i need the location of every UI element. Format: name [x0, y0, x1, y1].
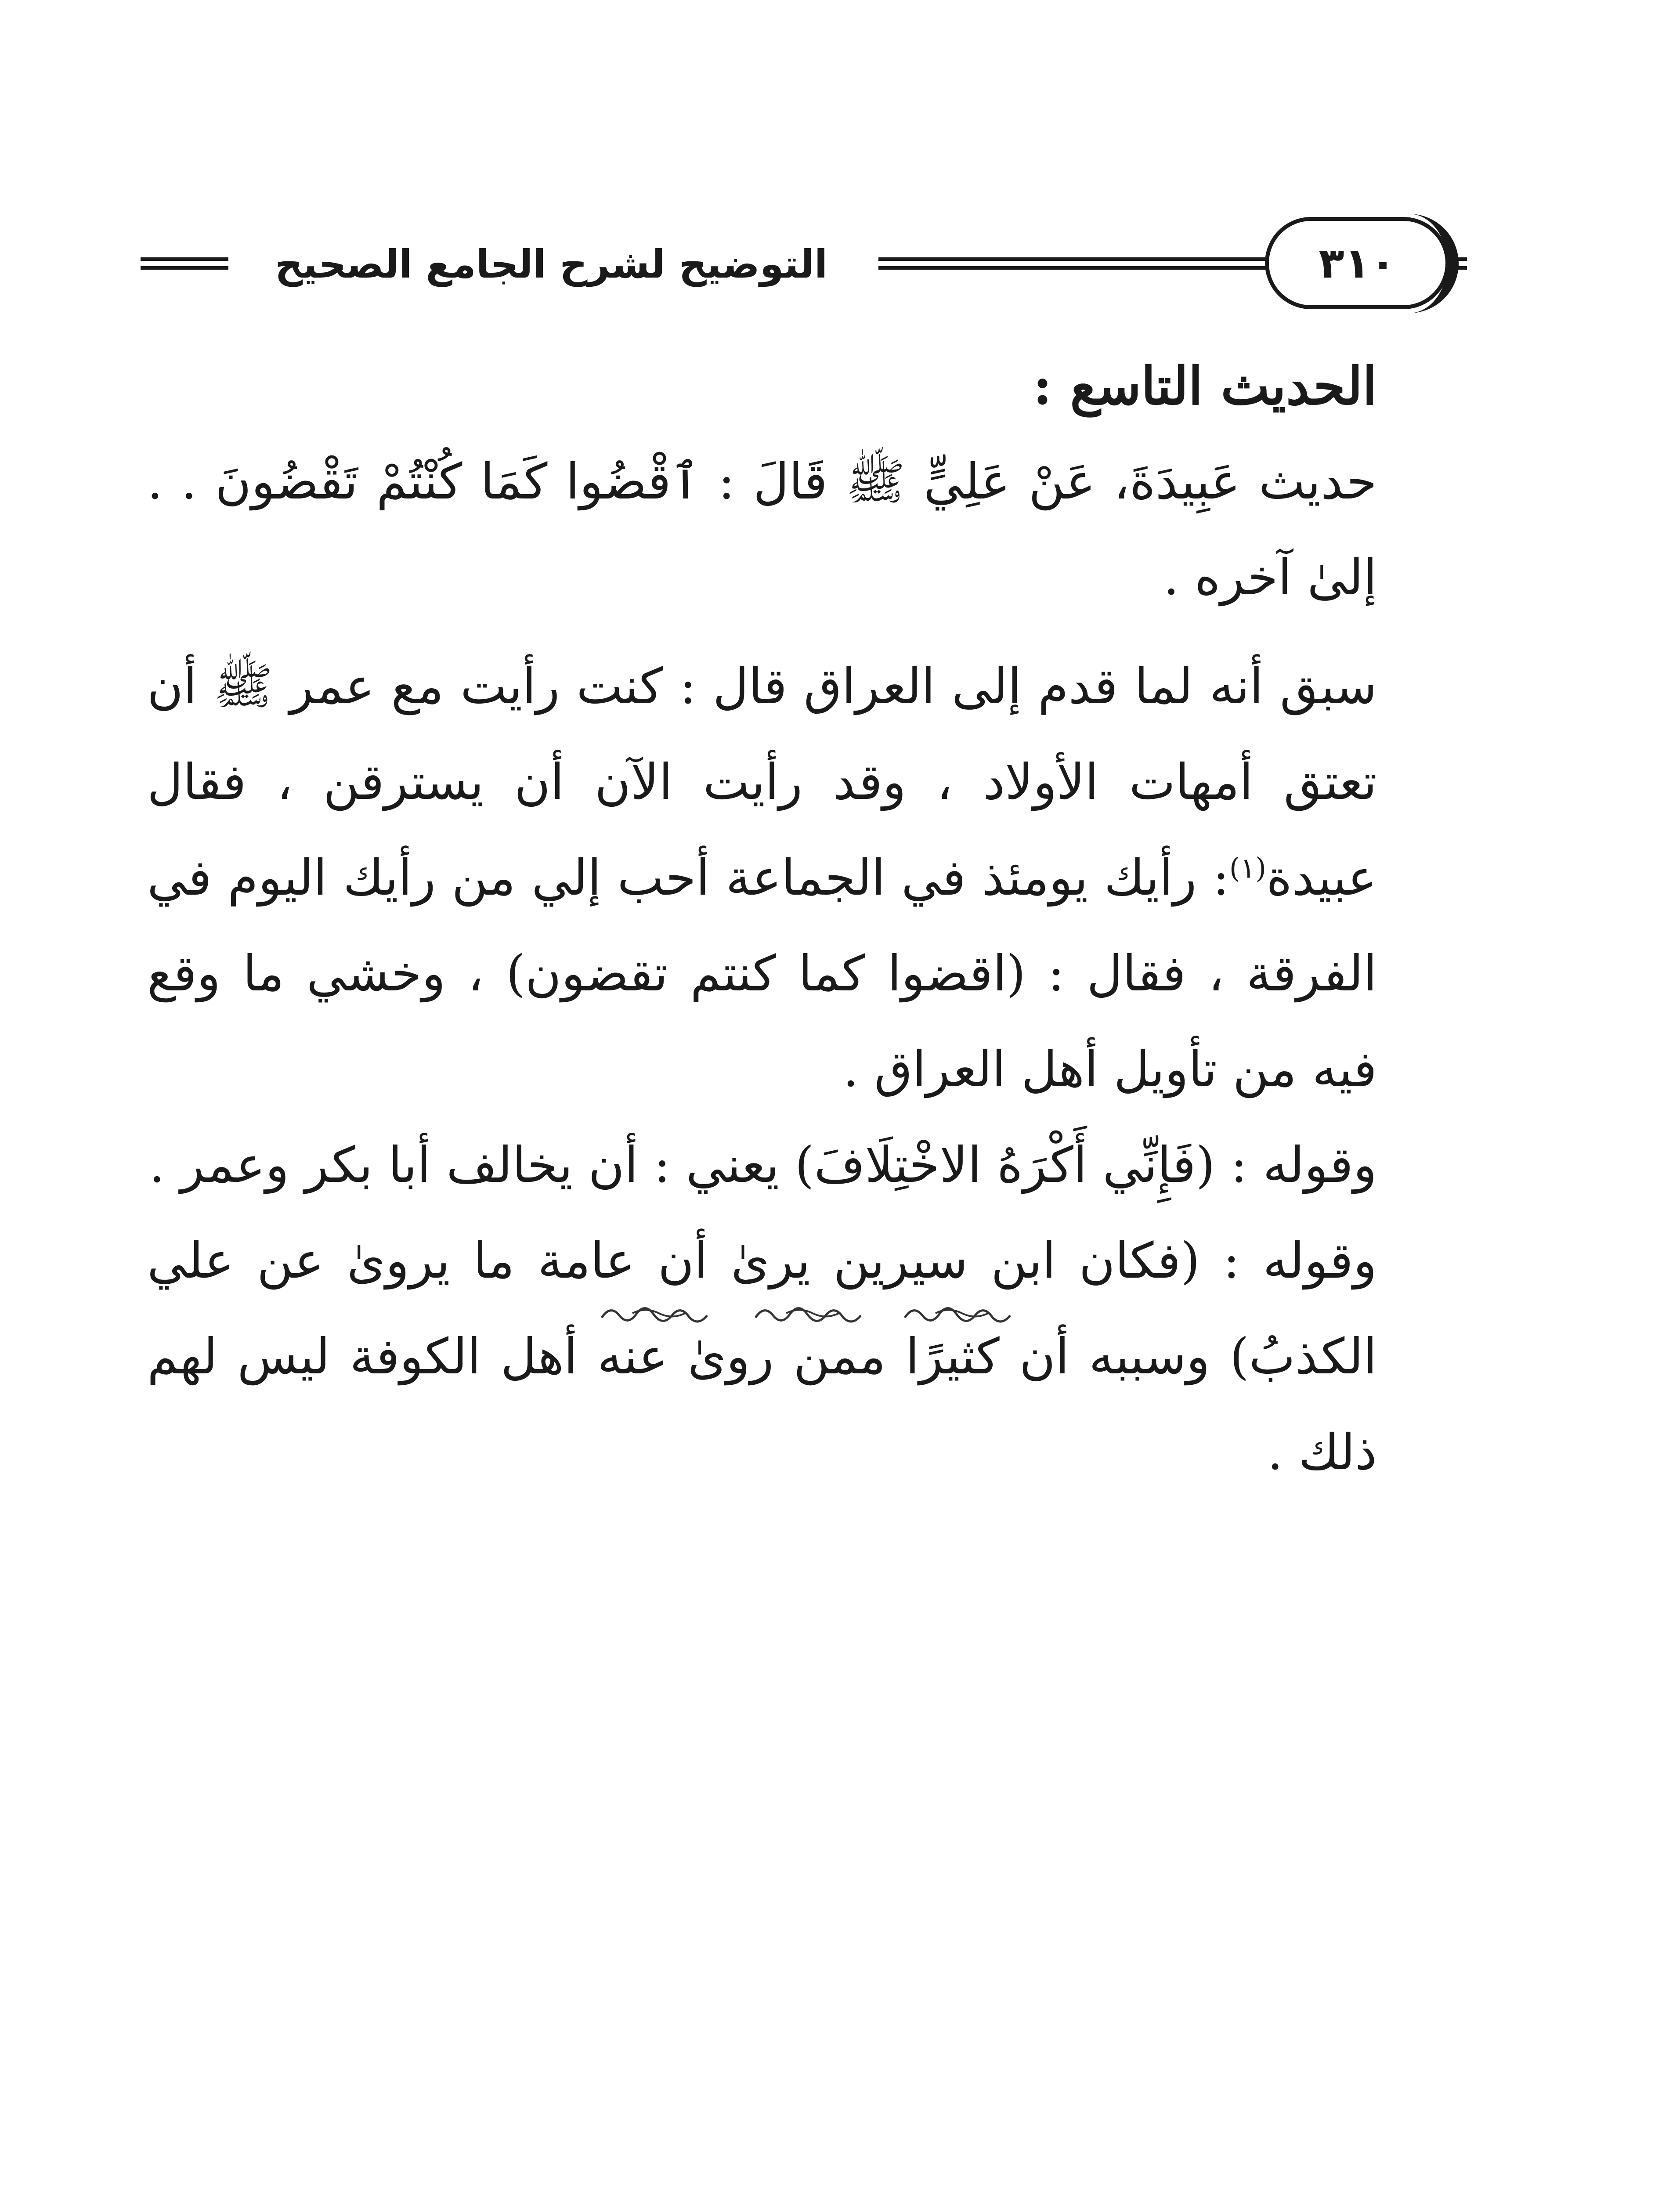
page-number-badge [1265, 217, 1449, 309]
running-header [141, 211, 1467, 316]
commentary-text: سبق أنه لما قدم إلى العراق قال : كنت رأيت مع عمر ﷺ أن تعتق أمهات الأولاد ، وقد رأيت الآن أن يسترقن ، فقال عبيدة [147, 658, 1377, 907]
hadith-text: حديث عَبِيدَةَ، عَنْ عَلِيٍّ ﷺ قَالَ : ٱقْضُوا كَمَا كُنْتُمْ تَقْضُونَ . . إلىٰ آخره . [147, 453, 1377, 606]
header-rule [1449, 266, 1467, 270]
section-divider-ornament-icon [597, 1300, 1019, 1331]
header-rule [141, 266, 228, 270]
header-rule [1449, 257, 1467, 261]
book-title: التوضيح لشرح الجامع الصحيح [275, 242, 828, 287]
page-number: ٣١٠ [1319, 238, 1396, 288]
header-rule [141, 257, 228, 261]
commentary-paragraph: وقوله : (فكان ابن سيرين يرىٰ أن عامة ما يروىٰ عن علي الكذبُ) وسببه أن كثيرًا ممن روىٰ عنه أهل الكوفة ليس لهم ذلك . [147, 1232, 1377, 1481]
commentary-paragraph: وقوله : (فَإِنِّي أَكْرَهُ الاخْتِلَافَ) يعني : أن يخالف أبا بكر وعمر . [149, 1137, 1377, 1194]
section-heading: الحديث التاسع : [1033, 355, 1377, 416]
commentary-text: : رأيك يومئذ في الجماعة أحب إلي من رأيك اليوم في الفرقة ، فقال : (اقضوا كما كنتم تقضون) ، وخشي ما وقع فيه من تأويل أهل العراق . [147, 849, 1377, 1098]
footnote-reference: (١) [1229, 852, 1267, 885]
commentary-paragraph [147, 639, 1377, 1117]
